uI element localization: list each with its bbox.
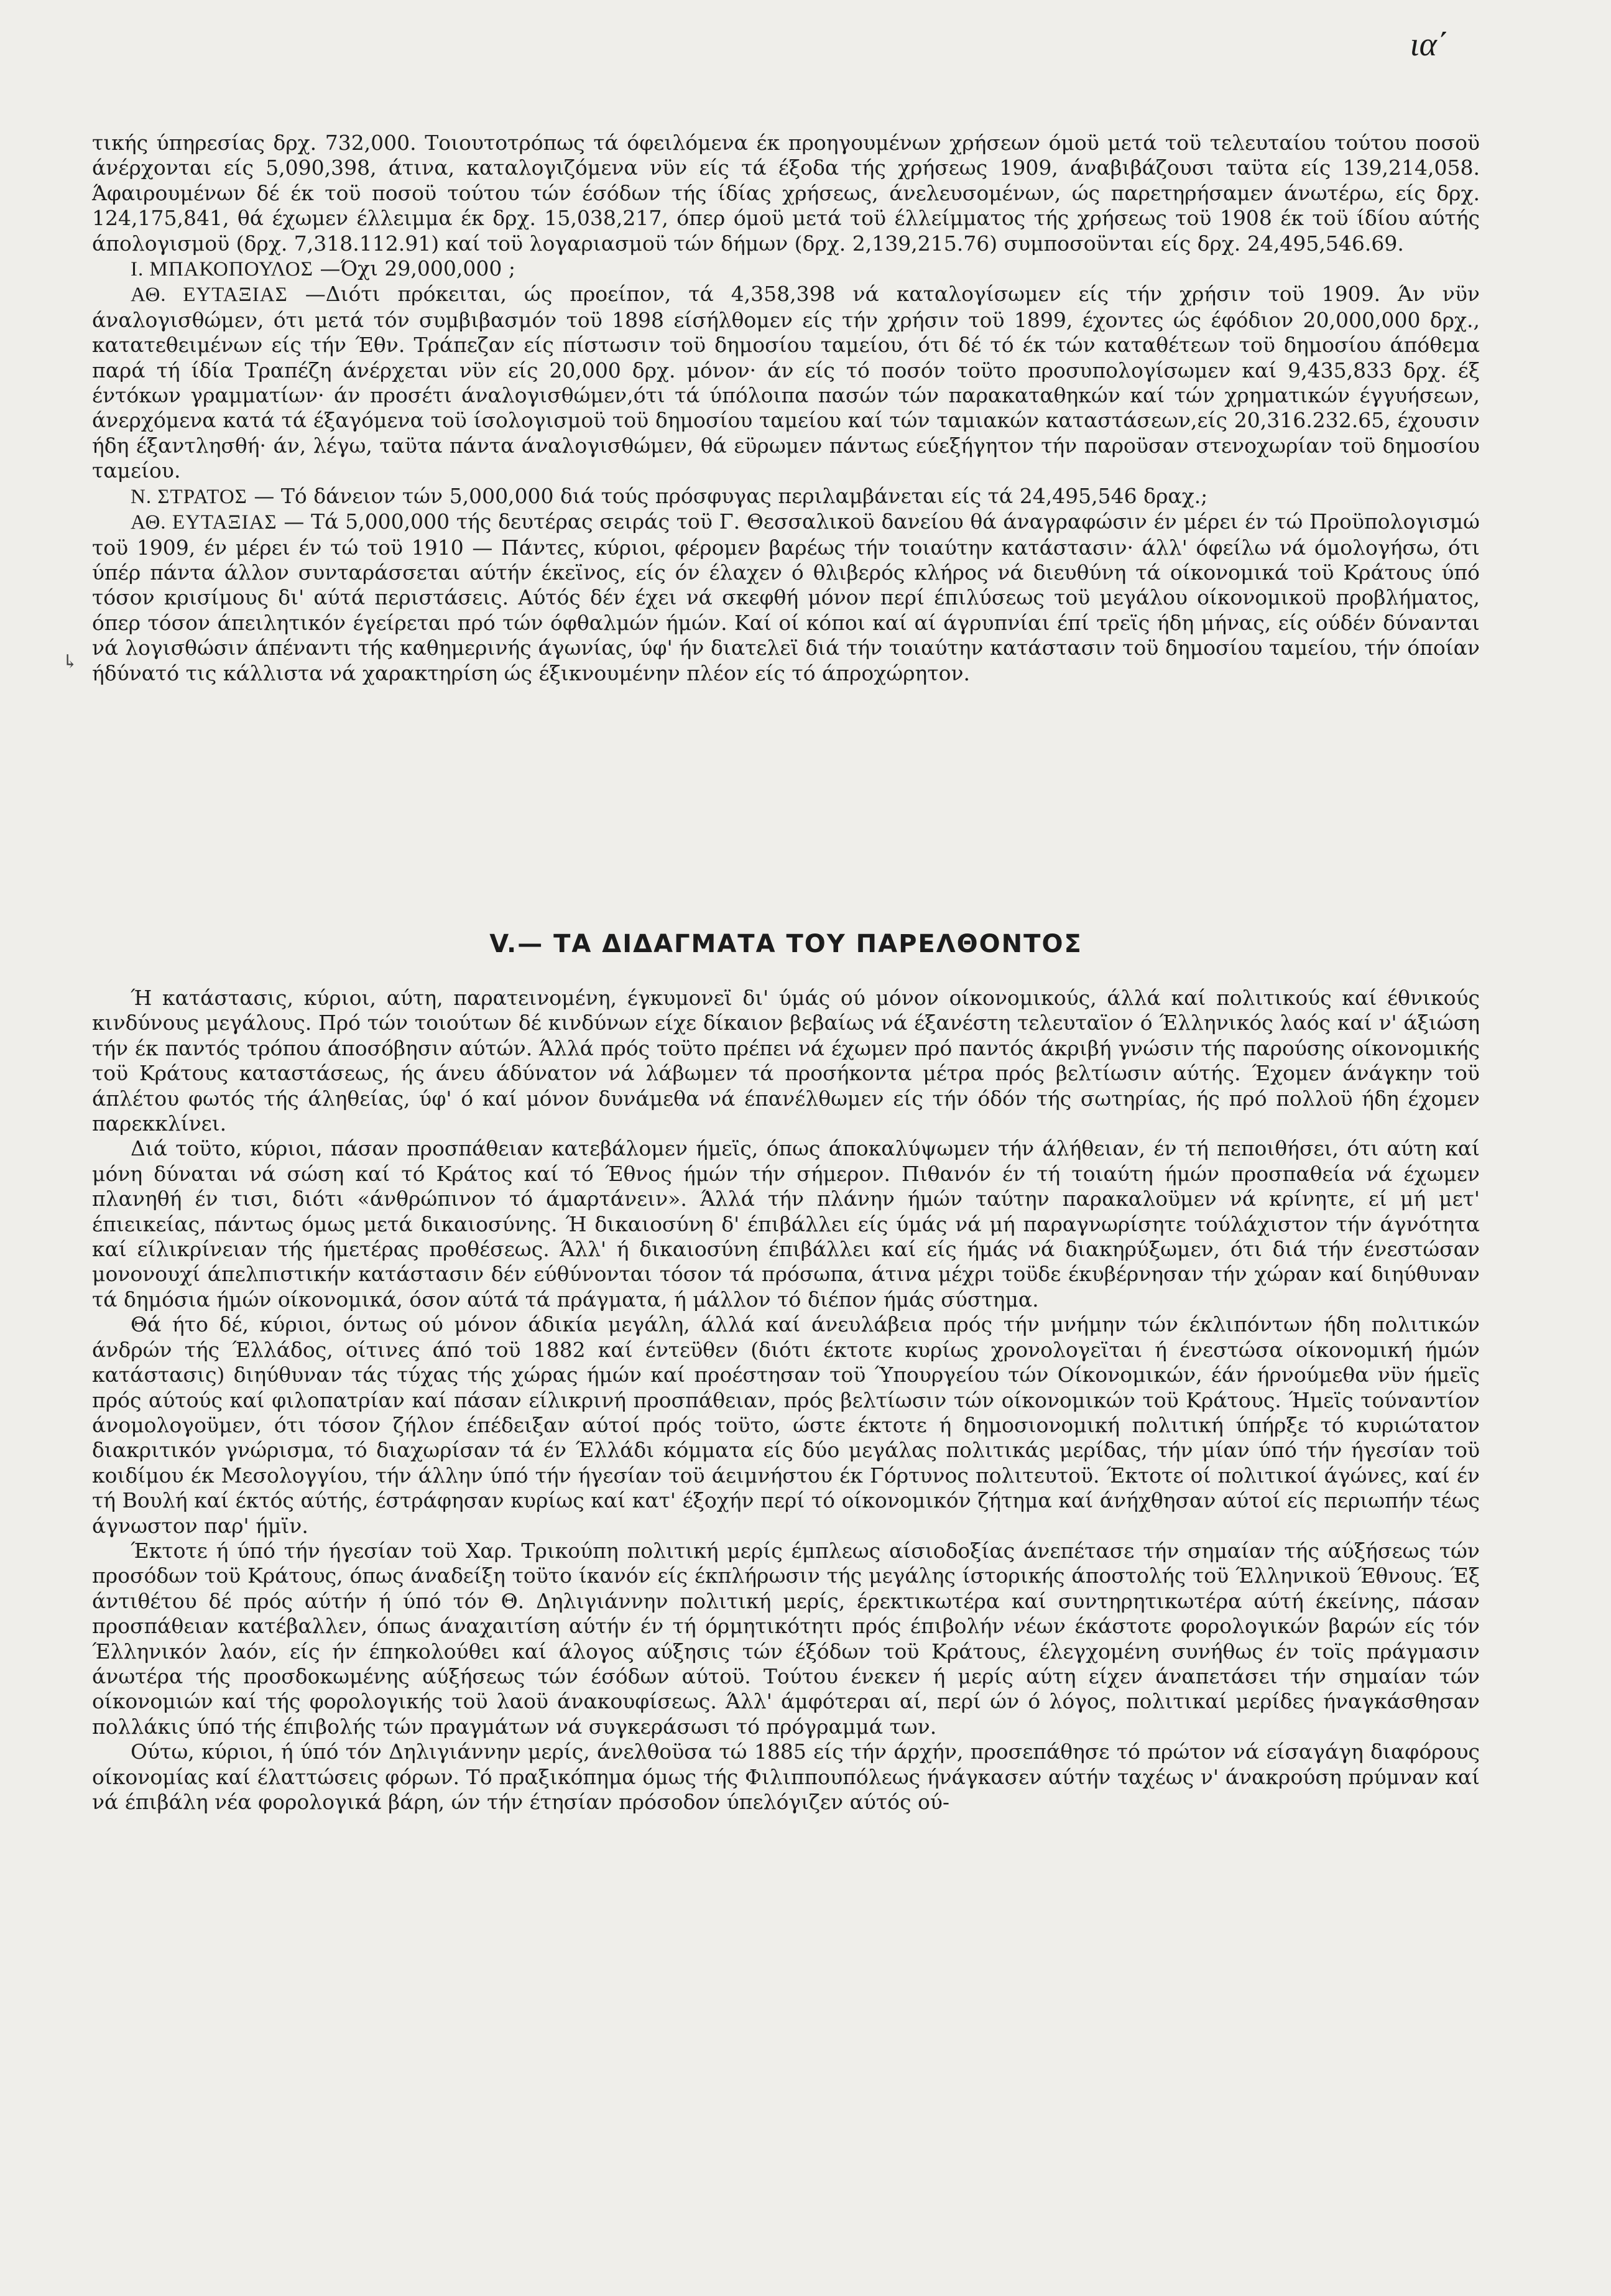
paragraph-2 [92, 256, 1480, 282]
top-text-block [92, 131, 1480, 686]
paragraph-text: — Τό δάνειον τών 5,000,000 διά τούς πρόσφυγας περιλαμβάνεται είς τά 24,495,546 δραχ.; [254, 483, 1208, 508]
section-heading: V.— ΤΑ ΔΙΔΑΓΜΑΤΑ ΤΟΥ ΠΑΡΕΛΘΟΝΤΟΣ [489, 930, 1082, 958]
page-number: ια΄ [1410, 25, 1448, 63]
paragraph-1 [92, 131, 1480, 256]
paragraph-text: τικής ύπηρεσίας δρχ. 732,000. Τοιουτοτρόπως τά όφειλόμενα έκ προηγουμένων χρήσεων όμοϋ μετά τοϋ τελευταίου τούτου ποσοϋ άνέρχονται είς 5,090,398, άτινα, καταλογιζόμενα νϋν είς τά έξοδα τής χρήσεως 1909, άναβιβάζουσι ταϋτα είς 139,214,058. Άφαιρουμένων δέ έκ τοϋ ποσοϋ τούτου τών έσόδων τής ίδίας χρήσεως, άνελευσομένων, ώς παρετηρήσαμεν άνωτέρω, είς δρχ. 124,175,841, θά έχωμεν έλλειμμα έκ δρχ. 15,038,217, όπερ όμοϋ μετά τοϋ έλλείμματος τής χρήσεως τοϋ 1908 έκ τοϋ ίδίου αύτής άπολογισμοϋ (δρχ. 7,318.112.91) καί τοϋ λογαριασμοϋ τών δήμων (δρχ. 2,139,215.76) συμποσοϋνται είς δρχ. 24,495,546.69. [92, 131, 1480, 256]
speaker-name: ΑΘ. ΕΥΤΑΞΙΑΣ [131, 284, 288, 307]
paragraph-8: Θά ήτο δέ, κύριοι, όντως ού μόνον άδικία μεγάλη, άλλά καί άνευλάβεια πρός τήν μνήμην τών έκλιπόντων ήδη πολιτικών άνδρών τής Έλλάδος, οίτινες άπό τοϋ 1882 καί έντεϋθεν (διότι έκτοτε κυρίως χρονολογεϊται ή ένεστώσα οίκονομική ήμών κατάστασις) διηύθυναν τάς τύχας τής χώρας ήμών καί προέστησαν τοϋ Ύπουργείου τών Οίκονομικών, έάν ήρνούμεθα νϋν ήμεϊς πρός αύτούς καί φιλοπατρίαν καί πάσαν είλικρινή προσπάθειαν, πρός βελτίωσιν τών οίκονομικών τοϋ Κράτους. Ήμεϊς τούναντίον άνομολογοϋμεν, ότι τόσον ζήλον έπέδειξαν αύτοί πρός τοϋτο, ώστε έκτοτε ή δημοσιονομική πολιτική ύπήρξε τό κυριώτατον διακριτικόν γνώρισμα, τό διαχωρίσαν τά έν Έλλάδι κόμματα είς δύο μεγάλας πολιτικάς μερίδας, τήν μίαν ύπό τήν ήγεσίαν τοϋ κοιδίμου έκ Μεσολογγίου, τήν άλλην ύπό τήν ήγεσίαν τοϋ άειμνήστου έκ Γόρτυνος πολιτευτοϋ. Έκτοτε οί πολιτικοί άγώνες, καί έν τή Βουλή καί έκτός αύτής, έστράφησαν κυρίως καί κατ' έξοχήν περί τό οίκονομικόν ζήτημα καί άνήχθησαν αύτοί είς περιωπήν τέως άγνωστον παρ' ήμϊν. [92, 1312, 1480, 1538]
paragraph-6: Ή κατάστασις, κύριοι, αύτη, παρατεινομένη, έγκυμονεϊ δι' ύμάς ού μόνον οίκονομικούς, άλλά καί πολιτικούς καί έθνικούς κινδύνους μεγάλους. Πρό τών τοιούτων δέ κινδύνων είχε δίκαιον βεβαίως νά έξανέστη τελευταϊον ό Έλληνικός λαός καί ν' άξιώση τήν έκ παντός τρόπου άποσόβησιν αύτών. Άλλά πρός τοϋτο πρέπει νά έχωμεν πρό παντός άκριβή γνώσιν τής παρούσης οίκονομικής τοϋ Κράτους καταστάσεως, ής άνευ άδύνατον νά λάβωμεν τά προσήκοντα μέτρα πρός βελτίωσιν αύτής. Έχομεν άνάγκην τοϋ άπλέτου φωτός τής άληθείας, ύφ' ό καί μόνον δυνάμεθα νά έπανέλθωμεν είς τήν όδόν τής σωτηρίας, ής πρό πολλοϋ ήδη έχομεν παρεκκλίνει. [92, 986, 1480, 1136]
paragraph-text: — Τά 5,000,000 τής δευτέρας σειράς τοϋ Γ. Θεσσαλικοϋ δανείου θά άναγραφώσιν έν μέρει έν τώ Προϋπολογισμώ τοϋ 1909, έν μέρει έν τώ τοϋ 1910 — Πάντες, κύριοι, φέρομεν βαρέως τήν τοιαύτην κατάστασιν· άλλ' όφείλω νά όμολογήσω, ότι ύπέρ πάντα άλλον συνταράσσεται αύτήν έκεϊνος, είς όν έλαχεν ό θλιβερός κλήρος νά διευθύνη τά οίκονομικά τοϋ Κράτους ύπό τόσον κρισίμους δι' αύτά περιστάσεις. Αύτός δέν έχει νά σκεφθή μόνον περί έπιλύσεως τοϋ μεγάλου οίκονομικοϋ προβλήματος, όπερ τόσον άπειλητικόν έγείρεται πρό τών όφθαλμών ήμών. Καί οί κόποι καί αί άγρυπνίαι έπί τρεϊς ήδη μήνας, είς ούδέν δύνανται νά λογισθώσιν άπέναντι τής καθημερινής άγωνίας, ύφ' ήν διατελεϊ διά τήν τοιαύτην κατάστασιν τοϋ δημοσίου ταμείου, τήν όποίαν ήδύνατό τις κάλλιστα νά χαρακτηρίση ώς έξικνουμένην πλέον είς τό άπροχώρητον. [92, 509, 1480, 685]
speaker-name: Ι. ΜΠΑΚΟΠΟΥΛΟΣ [131, 258, 313, 281]
paragraph-5 [92, 509, 1480, 686]
paragraph-text: —Διότι πρόκειται, ώς προείπον, τά 4,358,398 νά καταλογίσωμεν είς τήν χρήσιν τοϋ 1909. Άν νϋν άναλογισθώμεν, ότι μετά τόν συμβιβασμόν τοϋ 1898 είσήλθομεν είς τήν χρήσιν τοϋ 1899, έχοντες ώς έφόδιον 20,000,000 δρχ., κατατεθειμένων είς τήν Έθν. Τράπεζαν είς πίστωσιν τοϋ δημοσίου ταμείου, ότι δέ τό έκ τών καταθέτεων τοϋ δημοσίου άπόθεμα παρά τή ίδία Τραπέζη άνέρχεται νϋν είς 20,000 δρχ. μόνον· άν είς τό ποσόν τοϋτο προσυπολογίσωμεν καί 9,435,833 δρχ. έξ έντόκων γραμματίων· άν προσέτι άναλογισθώμεν,ότι τά ύπόλοιπα πασών τών παρακαταθηκών καί τών χρηματικών έγγυήσεων, άνερχόμενα κατά τά έξαγόμενα τοϋ ίσολογισμοϋ τοϋ δημοσίου ταμείου καί τών ταμιακών καταστάσεων,είς 20,316.232.65, έχουσιν ήδη έξαντλησθή· άν, λέγω, ταϋτα πάντα άναλογισθώμεν, θά εϋρωμεν πάντως εύεξήγητον τήν παροϋσαν στενοχωρίαν τοϋ δημοσίου ταμείου. [92, 282, 1480, 483]
bottom-text-block [92, 986, 1480, 1815]
paragraph-7: Διά τοϋτο, κύριοι, πάσαν προσπάθειαν κατεβάλομεν ήμεϊς, όπως άποκαλύψωμεν τήν άλήθειαν, έν τή πεποιθήσει, ότι αύτη καί μόνη δύναται νά σώση καί τό Κράτος καί τό Έθνος ήμών τήν σήμερον. Πιθανόν έν τή τοιαύτη ήμών προσπαθεία νά έχωμεν πλανηθή έν τισι, διότι «άνθρώπινον τό άμαρτάνειν». Άλλά τήν πλάνην ήμών ταύτην παρακαλοϋμεν νά κρίνητε, εί μή μετ' έπιεικείας, πάντως όμως μετά δικαιοσύνης. Ή δικαιοσύνη δ' έπιβάλλει είς ύμάς νά μή παραγνωρίσητε τούλάχιστον τήν άγνότητα καί είλικρίνειαν τής ήμετέρας προθέσεως. Άλλ' ή δικαιοσύνη έπιβάλλει καί είς ήμάς νά διακηρύξωμεν, ότι διά τήν ένεστώσαν μονονουχί άπελπιστικήν κατάστασιν δέν εύθύνονται τόσον τά πρόσωπα, άτινα μέχρι τοϋδε έκυβέρνησαν τήν χώραν καί διηύθυναν τά δημόσια ήμών οίκονομικά, όσον αύτά τά πράγματα, ή μάλλον τό διέπον ήμάς σύστημα. [92, 1136, 1480, 1312]
paragraph-3 [92, 282, 1480, 483]
paragraph-4 [92, 484, 1480, 509]
margin-mark: ↳ [62, 651, 78, 673]
speaker-name: ΑΘ. ΕΥΤΑΞΙΑΣ [131, 511, 277, 534]
paragraph-9: Έκτοτε ή ύπό τήν ήγεσίαν τοϋ Χαρ. Τρικούπη πολιτική μερίς έμπλεως αίσιοδοξίας άνεπέτασε τήν σημαίαν τής αύξήσεως τών προσόδων τοϋ Κράτους, όπως άναδείξη τοϋτο ίκανόν είς έκπλήρωσιν τής μεγάλης ίστορικής άποστολής τοϋ Έλληνικοϋ Έθνους. Έξ άντιθέτου δέ πρός αύτήν ή ύπό τόν Θ. Δηλιγιάννην πολιτική μερίς, έρεκτικωτέρα καί συντηρητικωτέρα αύτή έκείνης, πάσαν προσπάθειαν κατέβαλλεν, όπως άναχαιτίση αύτήν έν τή όρμητικότητι πρός έπιβολήν νέων έκάστοτε φορολογικών βαρών είς τόν Έλληνικόν λαόν, είς ήν έπηκολούθει καί άλογος αύξησις τών έξόδων τοϋ Κράτους, έλεγχομένη συνήθως έν τοϊς πράγμασιν άνωτέρα τής προσδοκωμένης αύξήσεως τών έσόδων αύτοϋ. Τούτου ένεκεν ή μερίς αύτη είχεν άναπετάσει τήν σημαίαν τών οίκονομιών καί τής φορολογικής τοϋ λαοϋ άνακουφίσεως. Άλλ' άμφότεραι αί, περί ών ό λόγος, πολιτικαί μερίδες ήναγκάσθησαν πολλάκις ύπό τής έπιβολής τών πραγμάτων νά συγκεράσωσι τό πρόγραμμά των. [92, 1538, 1480, 1739]
paragraph-10: Ούτω, κύριοι, ή ύπό τόν Δηλιγιάννην μερίς, άνελθοϋσα τώ 1885 είς τήν άρχήν, προσεπάθησε τό πρώτον νά είσαγάγη διαφόρους οίκονομίας καί έλαττώσεις φόρων. Τό πραξικόπημα όμως τής Φιλιππουπόλεως ήνάγκασεν αύτήν ταχέως ν' άνακρούση πρύμναν καί νά έπιβάλη νέα φορολογικά βάρη, ών τήν έτησίαν πρόσοδον ύπελόγιζεν αύτός ού- [92, 1739, 1480, 1814]
paragraph-text: —Όχι 29,000,000 ; [320, 256, 515, 281]
speaker-name: Ν. ΣΤΡΑΤΟΣ [131, 485, 247, 508]
